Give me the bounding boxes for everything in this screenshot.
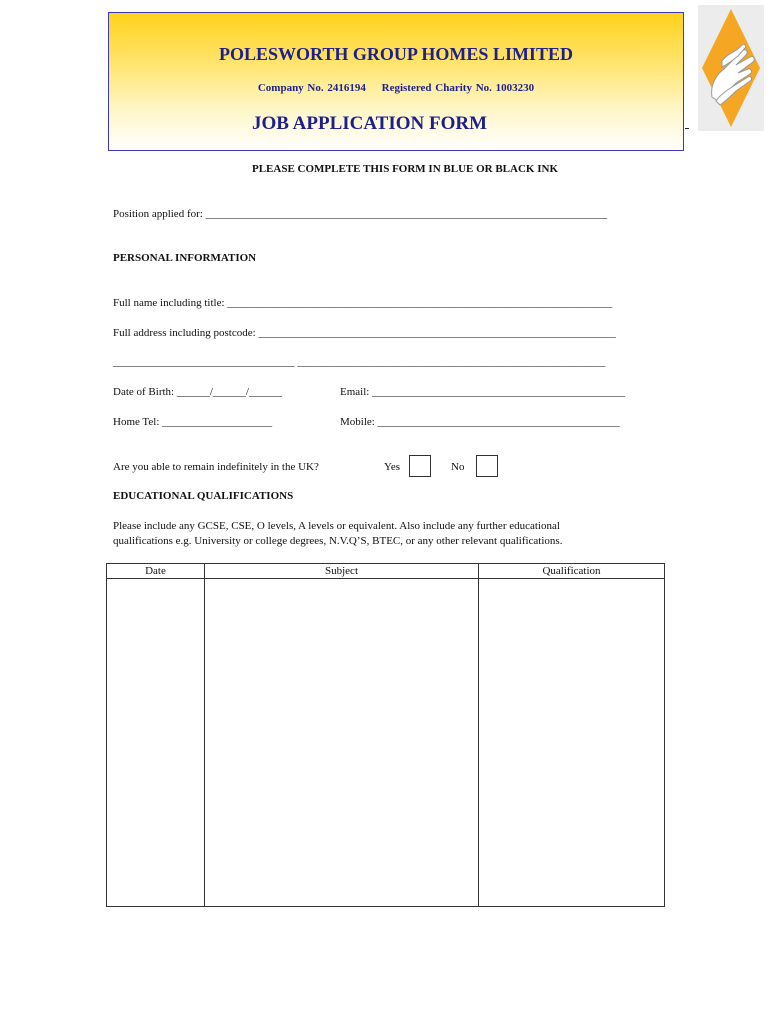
column-header-qualification: Qualification (479, 564, 665, 579)
subject-cell[interactable] (205, 579, 479, 907)
full-address-field[interactable]: Full address including postcode: _________________________________________________________________ (113, 327, 616, 339)
divider (685, 128, 689, 129)
column-header-subject: Subject (205, 564, 479, 579)
company-name: POLESWORTH GROUP HOMES LIMITED (219, 44, 573, 64)
education-instructions (113, 519, 673, 549)
date-of-birth-field[interactable]: Date of Birth: ______/______/______ (113, 386, 282, 398)
date-cell[interactable] (107, 579, 205, 907)
no-checkbox[interactable] (476, 455, 498, 477)
education-instructions-line-1: Please include any GCSE, CSE, O levels, A levels or equivalent. Also include any further educational (113, 520, 560, 532)
position-applied-field[interactable]: Position applied for: _________________________________________________________________________ (113, 208, 608, 220)
full-name-field[interactable]: Full name including title: ______________________________________________________________________ (113, 297, 613, 309)
home-tel-field[interactable]: Home Tel: ____________________ (113, 416, 273, 428)
address-line-2-field[interactable]: _________________________________ ________________________________________________________ (113, 356, 606, 368)
yes-label: Yes (384, 461, 401, 473)
no-label: No (451, 461, 465, 473)
email-field[interactable]: Email: ______________________________________________ (340, 386, 626, 398)
company-number: Company No. 2416194 (257, 82, 366, 94)
qualifications-table (106, 563, 665, 907)
educational-qualifications-heading: EDUCATIONAL QUALIFICATIONS (113, 490, 294, 502)
instruction-text: PLEASE COMPLETE THIS FORM IN BLUE OR BLACK INK (251, 163, 558, 175)
personal-information-heading: PERSONAL INFORMATION (113, 252, 257, 264)
charity-number: Registered Charity No. 1003230 (381, 82, 535, 94)
registration-numbers (108, 82, 684, 94)
table-row (107, 579, 665, 907)
mobile-field[interactable]: Mobile: ____________________________________________ (340, 416, 620, 428)
form-title: JOB APPLICATION FORM (252, 113, 488, 134)
yes-checkbox[interactable] (409, 455, 431, 477)
education-instructions-line-2: qualifications e.g. University or college degrees, N.V.Q’S, BTEC, or any other relevant qualifications. (113, 535, 563, 547)
table-header-row (107, 564, 665, 579)
holding-hands-icon (698, 5, 764, 131)
qualification-cell[interactable] (479, 579, 665, 907)
uk-residency-question: Are you able to remain indefinitely in the UK? (113, 461, 319, 473)
column-header-date: Date (107, 564, 205, 579)
